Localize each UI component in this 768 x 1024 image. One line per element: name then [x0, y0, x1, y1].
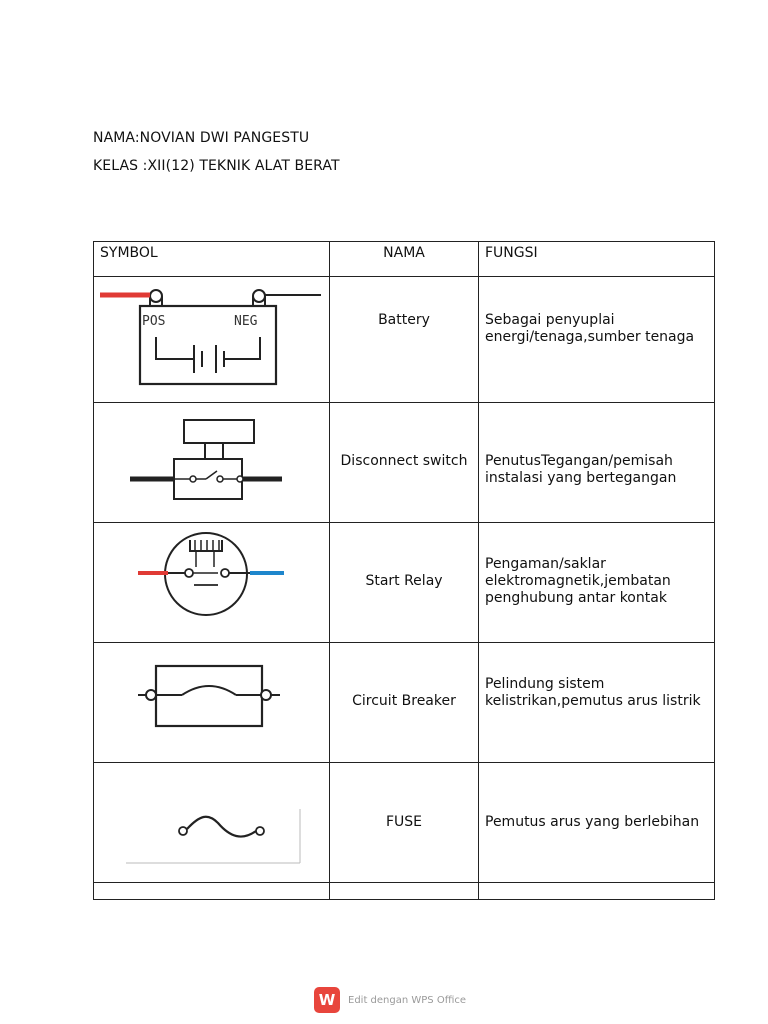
- table-row: [94, 403, 715, 523]
- column-header-function: FUNGSI: [479, 242, 715, 277]
- row-name: Battery: [330, 277, 479, 403]
- symbol-table: [93, 241, 715, 900]
- start-relay-symbol-icon: [94, 523, 330, 642]
- wps-office-logo-icon: W: [314, 987, 340, 1013]
- column-header-symbol: SYMBOL: [94, 242, 330, 277]
- table-row-empty: [94, 883, 715, 900]
- circuit-breaker-symbol-icon: [94, 643, 330, 762]
- battery-neg-label: NEG: [234, 314, 258, 329]
- battery-symbol-icon: [94, 277, 330, 402]
- wps-footer[interactable]: [314, 987, 466, 1013]
- table-header-row: [94, 242, 715, 277]
- table-row: [94, 763, 715, 883]
- row-name: Disconnect switch: [330, 403, 479, 523]
- fuse-symbol-icon: [94, 763, 330, 882]
- row-function: Pelindung sistem kelistrikan,pemutus arus listrik: [479, 643, 715, 763]
- row-name: FUSE: [330, 763, 479, 883]
- table-row: [94, 277, 715, 403]
- row-function: Pemutus arus yang berlebihan: [479, 763, 715, 883]
- row-name: Circuit Breaker: [330, 643, 479, 763]
- disconnect-switch-symbol-icon: [94, 403, 330, 522]
- row-name: Start Relay: [330, 523, 479, 643]
- footer-edit-link[interactable]: Edit dengan WPS Office: [348, 994, 467, 1006]
- row-function: Sebagai penyuplai energi/tenaga,sumber tenaga: [479, 277, 715, 403]
- student-class: KELAS :XII(12) TEKNIK ALAT BERAT: [93, 158, 340, 174]
- row-function: PenutusTegangan/pemisah instalasi yang bertegangan: [479, 403, 715, 523]
- table-row: [94, 523, 715, 643]
- row-function: Pengaman/saklar elektromagnetik,jembatan penghubung antar kontak: [479, 523, 715, 643]
- table-row: [94, 643, 715, 763]
- student-name: NAMA:NOVIAN DWI PANGESTU: [93, 130, 310, 146]
- battery-pos-label: POS: [142, 314, 166, 329]
- column-header-name: NAMA: [330, 242, 479, 277]
